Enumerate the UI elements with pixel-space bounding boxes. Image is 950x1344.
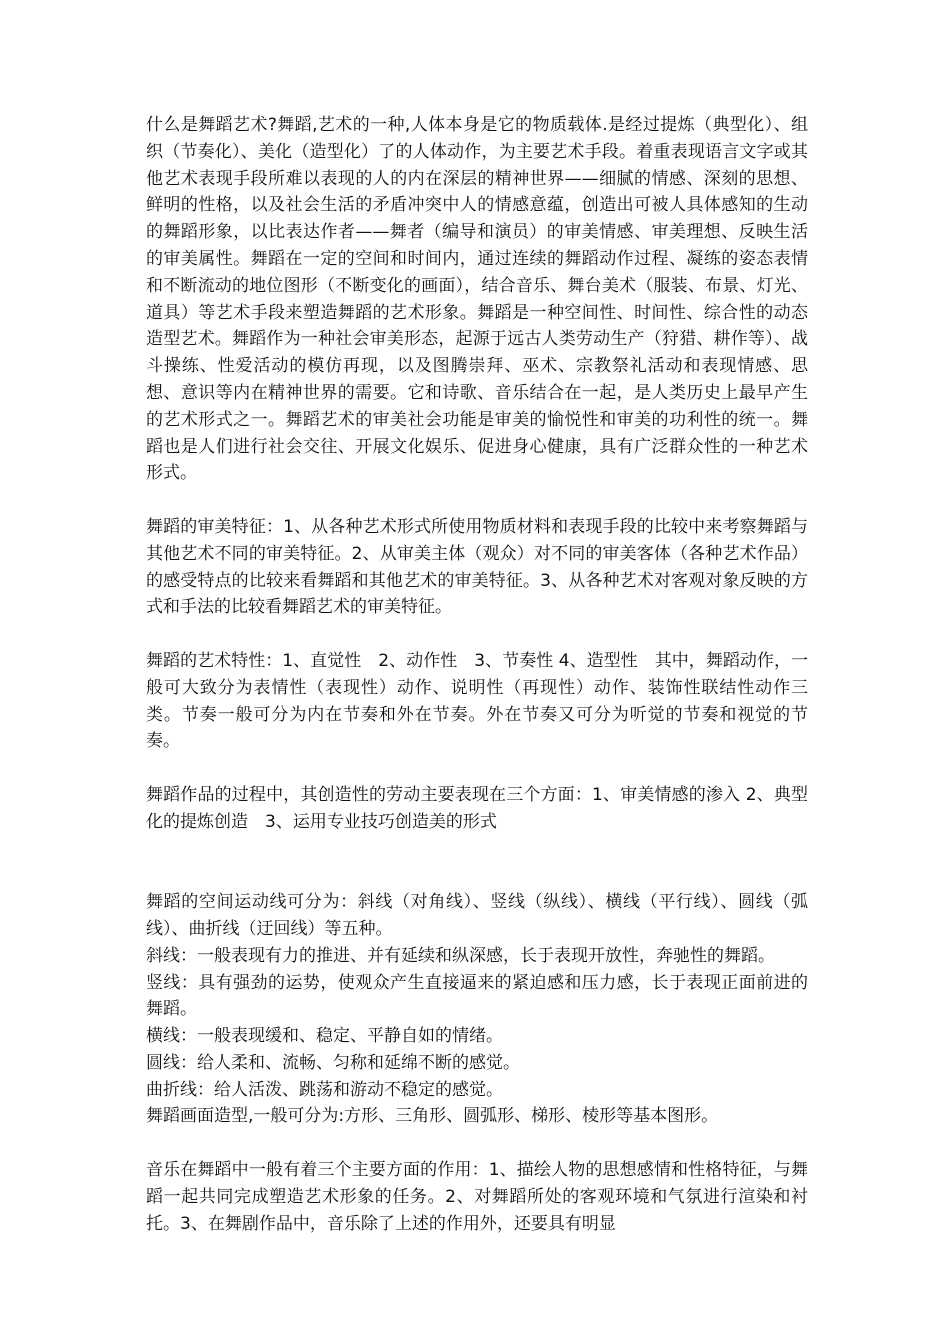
paragraph-spacer: [146, 836, 808, 890]
paragraph-artistic-characteristics: 舞蹈的艺术特性：1、直觉性 2、动作性 3、节奏性 4、造型性 其中，舞蹈动作，一般可大致分为表情性（表现性）动作、说明性（再现性）动作、装饰性联结性动作三类。节奏一般可分为内在节奏和外在节奏。外在节奏又可分为听觉的节奏和视觉的节奏。: [146, 650, 808, 752]
document-page: [146, 112, 808, 1237]
paragraph-spacer: [146, 755, 808, 782]
paragraph-horizontal-line: 横线：一般表现缓和、稳定、平静自如的情绪。: [146, 1026, 503, 1047]
paragraph-spacer: [146, 487, 808, 514]
paragraph-creative-process: 舞蹈作品的过程中，其创造性的劳动主要表现在三个方面：1、审美情感的渗入 2、典型化的提炼创造 3、运用专业技巧创造美的形式: [146, 784, 808, 832]
paragraph-what-is-dance: 什么是舞蹈艺术?舞蹈,艺术的一种,人体本身是它的物质载体.是经过提炼（典型化）、组织（节奏化）、美化（造型化）了的人体动作，为主要艺术手段。着重表现语言文字或其他艺术表现手段所难以表现的人的内在深层的精神世界——细腻的情感、深刻的思想、鲜明的性格，以及社会生活的矛盾冲突中人的情感意蕴，创造出可被人具体感知的生动的舞蹈形象，以比表达作者——舞者（编导和演员）的审美情感、审美理想、反映生活的审美属性。舞蹈在一定的空间和时间内，通过连续的舞蹈动作过程、凝练的姿态表情和不断流动的地位图形（不断变化的画面），结合音乐、舞台美术（服装、布景、灯光、道具）等艺术手段来塑造舞蹈的艺术形象。舞蹈是一种空间性、时间性、综合性的动态造型艺术。舞蹈作为一种社会审美形态，起源于远古人类劳动生产（狩猎、耕作等）、战斗操练、性爱活动的模仿再现，以及图腾崇拜、巫术、宗教祭礼活动和表现情感、思想、意识等内在精神世界的需要。它和诗歌、音乐结合在一起，是人类历史上最早产生的艺术形式之一。舞蹈艺术的审美社会功能是审美的愉悦性和审美的功利性的统一。舞蹈也是人们进行社会交往、开展文化娱乐、促进身心健康，具有广泛群众性的一种艺术形式。: [146, 115, 808, 484]
paragraph-diagonal-line: 斜线：一般表现有力的推进、并有延续和纵深感，长于表现开放性，奔驰性的舞蹈。: [146, 945, 775, 966]
paragraph-movement-lines: 舞蹈的空间运动线可分为：斜线（对角线）、竖线（纵线）、横线（平行线）、圆线（弧线）、曲折线（迂回线）等五种。: [146, 892, 808, 939]
paragraph-aesthetic-features: 舞蹈的审美特征：1、从各种艺术形式所使用物质材料和表现手段的比较中来考察舞蹈与其他艺术不同的审美特征。2、从审美主体（观众）对不同的审美客体（各种艺术作品）的感受特点的比较来看舞蹈和其他艺术的审美特征。3、从各种艺术对客观对象反映的方式和手法的比较看舞蹈艺术的审美特征。: [146, 516, 808, 618]
paragraph-music-role: 音乐在舞蹈中一般有着三个主要方面的作用：1、描绘人物的思想感情和性格特征，与舞蹈一起共同完成塑造艺术形象的任务。2、对舞蹈所处的客观环境和气氛进行渲染和衬托。3、在舞剧作品中，音乐除了上述的作用外，还要具有明显: [146, 1160, 808, 1234]
paragraph-spacer: [146, 621, 808, 648]
paragraph-stage-shapes: 舞蹈画面造型,一般可分为:方形、三角形、圆弧形、梯形、棱形等基本图形。: [146, 1106, 719, 1127]
paragraph-zigzag-line: 曲折线：给人活泼、跳荡和游动不稳定的感觉。: [146, 1079, 503, 1100]
paragraph-spacer: [146, 1130, 808, 1157]
paragraph-vertical-line: 竖线：具有强劲的运势，使观众产生直接逼来的紧迫感和压力感，长于表现正面前进的舞蹈。: [146, 972, 808, 1020]
paragraph-circular-line: 圆线：给人柔和、流畅、匀称和延绵不断的感觉。: [146, 1052, 520, 1073]
